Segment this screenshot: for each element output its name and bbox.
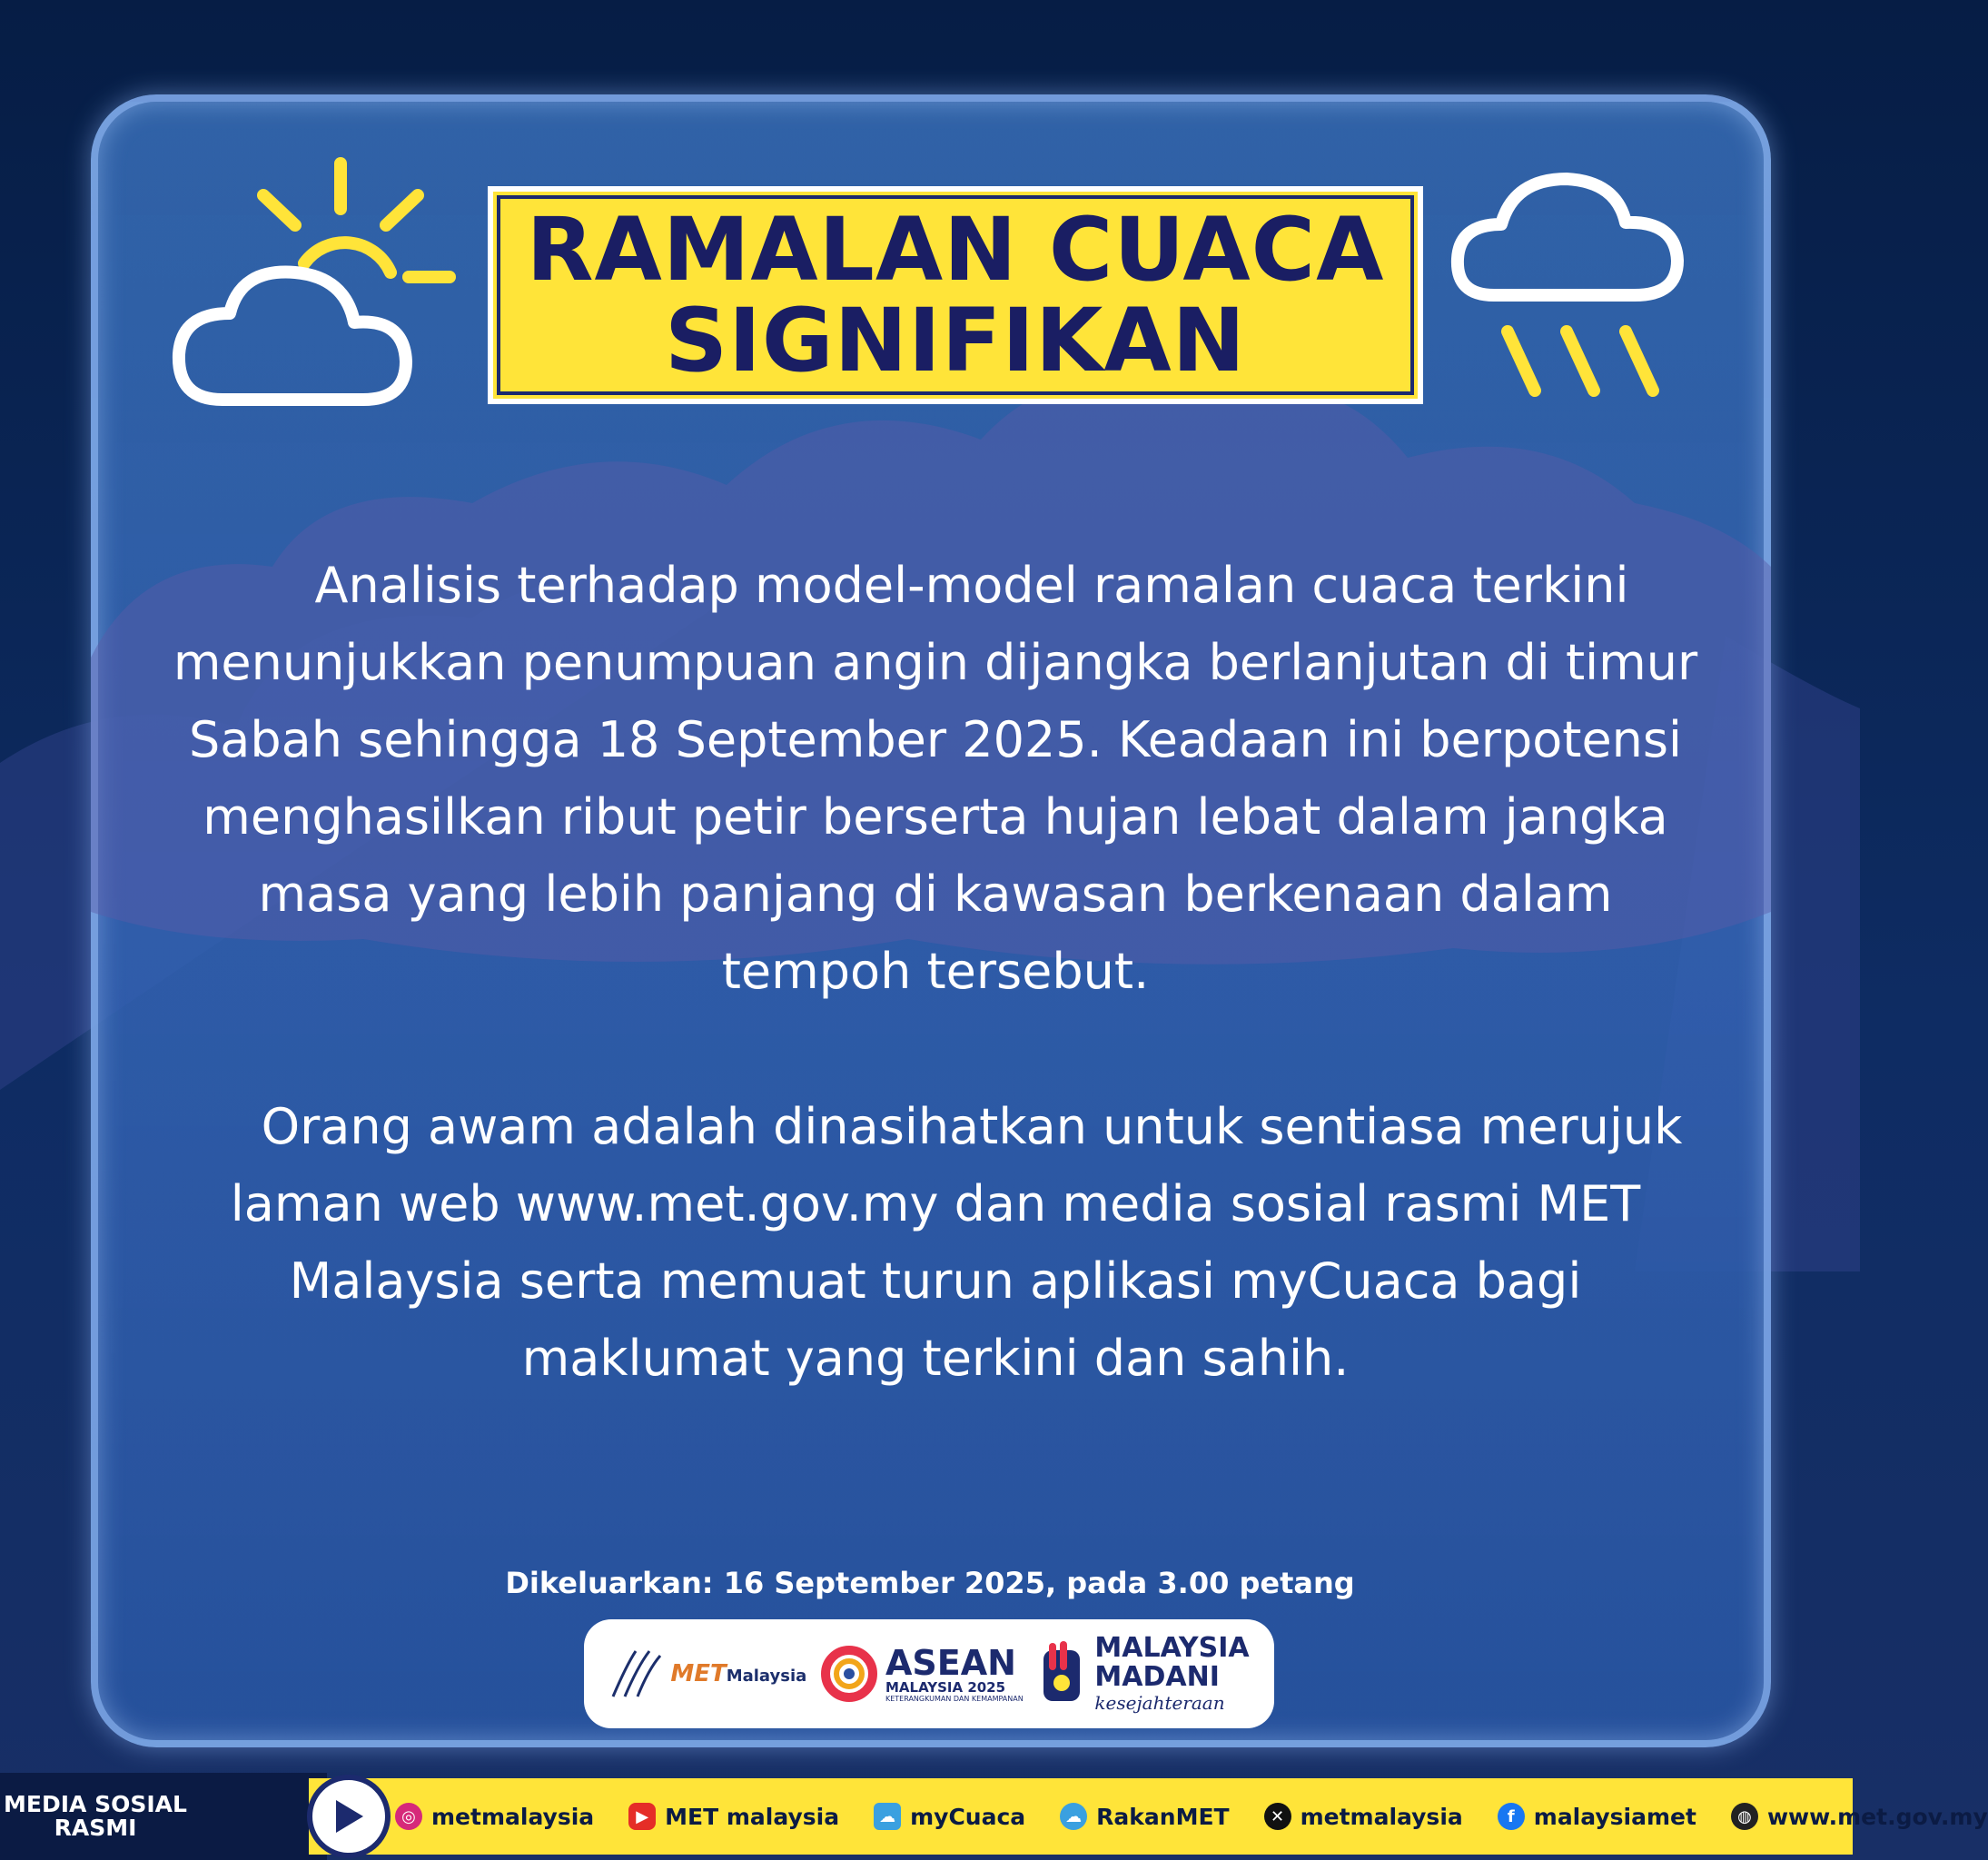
social-label-x: metmalaysia — [1300, 1803, 1463, 1830]
social-link-facebook[interactable] — [1498, 1803, 1696, 1830]
madani-hand-icon — [1036, 1641, 1087, 1707]
play-button[interactable] — [307, 1775, 391, 1858]
social-label-facebook: malaysiamet — [1533, 1803, 1696, 1830]
asean-logo-tag: KETERANGKUMAN DAN KEMAMPANAN — [885, 1694, 1024, 1703]
asean-logo-sub: MALAYSIA 2025 — [885, 1678, 1006, 1696]
x-icon: ✕ — [1264, 1803, 1291, 1830]
social-label-instagram: metmalaysia — [431, 1803, 595, 1830]
social-label-youtube: MET malaysia — [665, 1803, 840, 1830]
madani-tagline: kesejahteraan — [1094, 1692, 1225, 1714]
social-link-mycuaca[interactable] — [874, 1803, 1025, 1830]
met-logo-sub: Malaysia — [726, 1667, 807, 1686]
madani-line-1: MALAYSIA — [1094, 1632, 1250, 1664]
social-link-rakanmet[interactable] — [1060, 1803, 1229, 1830]
social-bar-label: MEDIA SOSIAL RASMI — [4, 1791, 187, 1841]
logo-card — [584, 1619, 1274, 1728]
title-line-2: SIGNIFIKAN — [664, 290, 1247, 391]
facebook-icon: f — [1498, 1803, 1525, 1830]
asean-2025-logo — [820, 1642, 1024, 1703]
asean-emblem-icon — [820, 1645, 878, 1703]
issued-timestamp: Dikeluarkan: 16 September 2025, pada 3.00 petang — [505, 1566, 1355, 1600]
social-link-instagram[interactable] — [395, 1803, 594, 1830]
met-malaysia-logo — [608, 1647, 806, 1701]
malaysia-madani-logo — [1036, 1634, 1249, 1714]
instagram-icon: ◎ — [395, 1803, 422, 1830]
social-label-rakanmet: RakanMET — [1096, 1803, 1230, 1830]
mycuaca-icon: ☁ — [874, 1803, 901, 1830]
social-links-strip — [309, 1778, 1988, 1855]
met-swirl-icon — [608, 1647, 663, 1701]
play-icon — [331, 1796, 367, 1836]
social-label-website: www.met.gov.my — [1766, 1803, 1988, 1830]
asean-logo-main: ASEAN — [885, 1642, 1016, 1683]
social-label-mycuaca: myCuaca — [910, 1803, 1026, 1830]
forecast-paragraph: Analisis terhadap model-model ramalan cuaca terkini menunjukkan penumpuan angin dijangka berlanjutan di timur Sabah sehingga 18 September 2025. Keadaan ini berpotensi menghasilkan ribut petir berserta hujan lebat dalam jangka masa yang lebih panjang di kawasan berkenaan dalam tempoh tersebut. — [173, 557, 1698, 1000]
title-banner — [488, 186, 1423, 404]
rain-cloud-icon — [1449, 168, 1694, 404]
social-bar-label-box — [0, 1773, 327, 1860]
social-media-bar — [0, 1773, 1988, 1860]
rakanmet-icon: ☁ — [1060, 1803, 1087, 1830]
sun-cloud-icon — [168, 154, 468, 418]
advice-paragraph: Orang awam adalah dinasihatkan untuk sentiasa merujuk laman web www.met.gov.my dan media sosial rasmi MET Malaysia serta memuat turun aplikasi myCuaca bagi maklumat yang terkini dan sahih. — [230, 1098, 1683, 1387]
globe-icon: ◍ — [1731, 1803, 1758, 1830]
madani-line-2: MADANI — [1094, 1661, 1220, 1693]
social-link-youtube[interactable] — [628, 1803, 839, 1830]
met-logo-main: MET — [670, 1660, 727, 1687]
youtube-icon: ▶ — [628, 1803, 656, 1830]
social-link-website[interactable] — [1731, 1803, 1988, 1830]
title-line-1: RAMALAN CUACA — [526, 199, 1385, 301]
social-link-x[interactable] — [1264, 1803, 1463, 1830]
